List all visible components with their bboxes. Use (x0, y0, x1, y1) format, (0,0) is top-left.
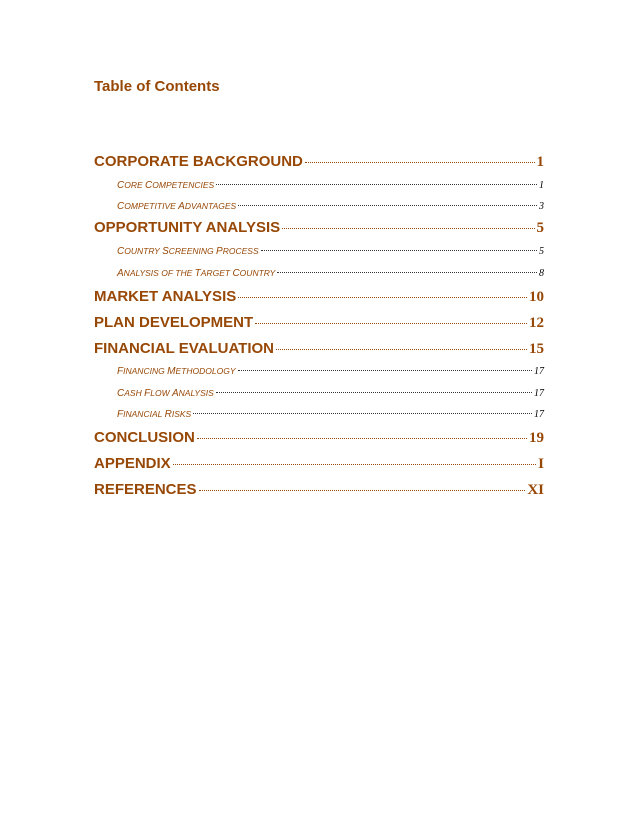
toc-entry-opportunity-analysis[interactable] (94, 218, 544, 238)
dot-leader (282, 228, 534, 229)
dot-leader (276, 349, 527, 350)
toc-entry-page: 19 (529, 430, 544, 446)
toc-title: Table of Contents (94, 78, 220, 95)
toc-entry-page: 10 (529, 289, 544, 305)
toc-entry-label: FINANCING METHODOLOGY (117, 366, 236, 377)
toc-entry-references[interactable] (94, 480, 544, 500)
toc-entry-label: OPPORTUNITY ANALYSIS (94, 219, 281, 236)
toc-entry-page: 5 (539, 246, 544, 257)
toc-entry-label: REFERENCES (94, 481, 197, 498)
dot-leader (238, 205, 537, 206)
toc-entry-label: COMPETITIVE ADVANTAGES (117, 201, 237, 212)
dot-leader (261, 250, 537, 251)
toc-entry-label: CORE COMPETENCIES (117, 180, 215, 191)
dot-leader (199, 490, 526, 491)
toc-entry-financial-evaluation[interactable] (94, 339, 544, 359)
toc-entry-label: FINANCIAL RISKS (117, 409, 192, 420)
toc-entry-label: PLAN DEVELOPMENT (94, 314, 254, 331)
toc-entry-page: XI (527, 482, 544, 498)
toc-entry-plan-development[interactable] (94, 313, 544, 333)
toc-entry-label: FINANCIAL EVALUATION (94, 340, 274, 357)
toc-entry-page: 12 (529, 315, 544, 331)
toc-entry-corporate-background[interactable] (94, 152, 544, 172)
toc-entry-analysis-of-target-country[interactable] (117, 265, 544, 281)
toc-entry-financial-risks[interactable] (117, 406, 544, 422)
toc-entry-page: 8 (539, 268, 544, 279)
toc-entry-page: 1 (539, 180, 544, 191)
toc-entry-page: 5 (536, 220, 544, 236)
toc-entry-core-competencies[interactable] (117, 177, 544, 193)
toc-entry-label: COUNTRY SCREENING PROCESS (117, 246, 259, 257)
toc-entry-conclusion[interactable] (94, 428, 544, 448)
toc-entry-page: 1 (536, 154, 544, 170)
dot-leader (238, 370, 533, 371)
dot-leader (216, 392, 532, 393)
toc-entry-country-screening-process[interactable] (117, 243, 544, 259)
dot-leader (277, 272, 537, 273)
toc-entry-label: ANALYSIS OF THE TARGET COUNTRY (117, 268, 276, 279)
toc-entry-financing-methodology[interactable] (117, 363, 544, 379)
toc-entry-page: 17 (534, 388, 544, 399)
toc-entry-page: 17 (534, 366, 544, 377)
dot-leader (197, 438, 527, 439)
dot-leader (216, 184, 537, 185)
toc-entry-label: CORPORATE BACKGROUND (94, 153, 303, 170)
dot-leader (238, 297, 527, 298)
toc-entry-page: 3 (539, 201, 544, 212)
dot-leader (193, 413, 532, 414)
toc-entry-page: 17 (534, 409, 544, 420)
toc-entry-competitive-advantages[interactable] (117, 198, 544, 214)
toc-entry-label: APPENDIX (94, 455, 171, 472)
toc-entry-market-analysis[interactable] (94, 287, 544, 307)
toc-entry-page: 15 (529, 341, 544, 357)
toc-entry-appendix[interactable] (94, 454, 544, 474)
dot-leader (173, 464, 536, 465)
dot-leader (305, 162, 535, 163)
toc-entry-cash-flow-analysis[interactable] (117, 385, 544, 401)
toc-entry-label: CASH FLOW ANALYSIS (117, 388, 214, 399)
toc-entry-label: MARKET ANALYSIS (94, 288, 237, 305)
dot-leader (255, 323, 527, 324)
toc-entry-label: CONCLUSION (94, 429, 195, 446)
toc-entry-page: I (538, 456, 544, 472)
